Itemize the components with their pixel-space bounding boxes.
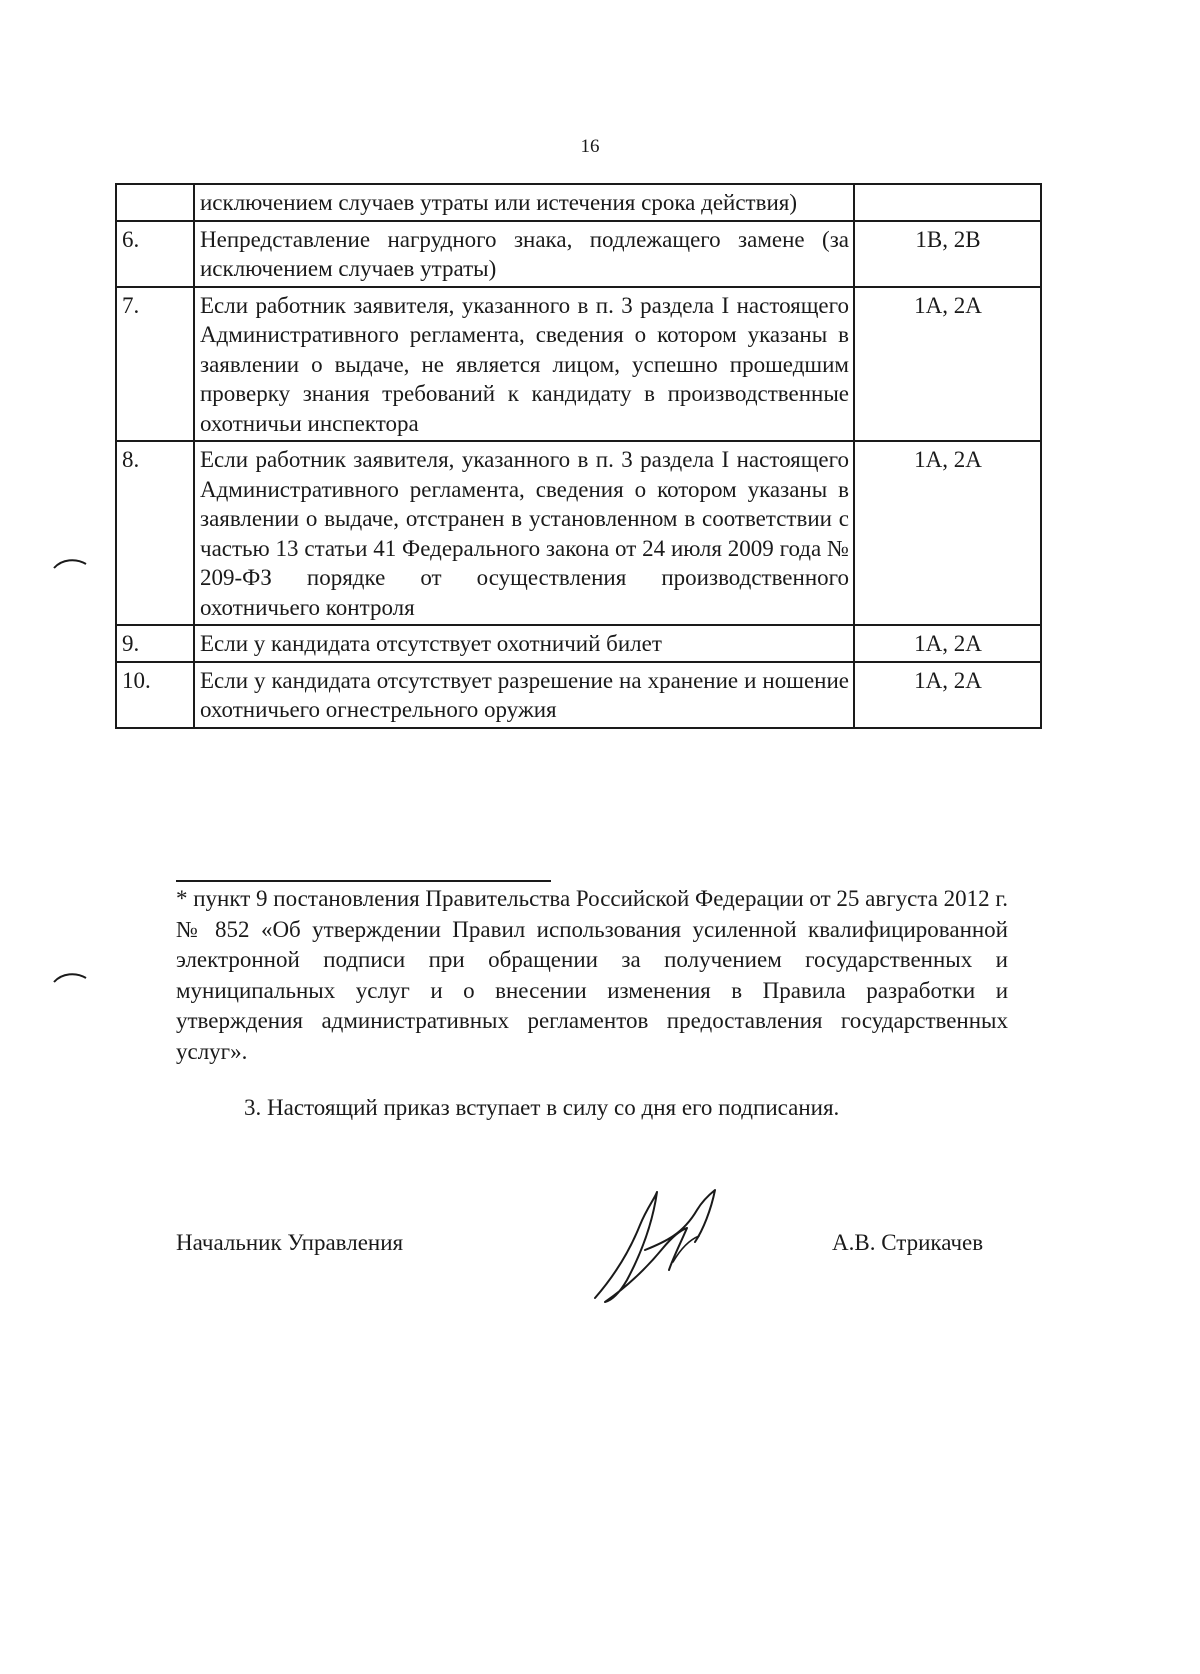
row-number — [116, 184, 194, 221]
table-row — [116, 184, 1041, 221]
row-code: 1А, 2А — [854, 287, 1041, 442]
footnote-divider — [176, 880, 551, 882]
row-number: 8. — [116, 441, 194, 625]
page-number: 16 — [580, 136, 600, 157]
binder-hole-mark — [52, 556, 88, 570]
handwritten-signature — [585, 1180, 735, 1310]
table-row — [116, 287, 1041, 442]
signatory-title: Начальник Управления — [176, 1230, 404, 1255]
row-number: 7. — [116, 287, 194, 442]
row-code: 1А, 2А — [854, 662, 1041, 728]
row-text: исключением случаев утраты или истечения срока действия) — [194, 184, 854, 221]
row-text: Если работник заявителя, указанного в п. 3 раздела I настоящего Административного регламента, сведения о котором указаны в заявлении о выдаче, отстранен в установленном в соответствии с частью 13 статьи 41 Федерального закона от 24 июля 2009 года № 209-ФЗ порядке от осуществления производственного охотничьего контроля — [194, 441, 854, 625]
table-row — [116, 441, 1041, 625]
row-text: Если работник заявителя, указанного в п. 3 раздела I настоящего Административного регламента, сведения о котором указаны в заявлении о выдаче, не является лицом, успешно прошедшим проверку знания требований к кандидату в производственные охотничьи инспектора — [194, 287, 854, 442]
binder-hole-mark — [52, 970, 88, 984]
row-code: 1А, 2А — [854, 625, 1041, 662]
table-row — [116, 662, 1041, 728]
row-code — [854, 184, 1041, 221]
row-text: Если у кандидата отсутствует охотничий билет — [194, 625, 854, 662]
footnote: * пункт 9 постановления Правительства Российской Федерации от 25 августа 2012 г. № 852 «Об утверждении Правил использования усиленной квалифицированной электронной подписи при обращении за получением государственных и муниципальных услуг и о внесении изменения в Правила разработки и утверждения административных регламентов предоставления государственных услуг». — [176, 886, 1008, 1064]
signatory-name: А.В. Стрикачев — [832, 1230, 984, 1255]
row-code: 1В, 2В — [854, 221, 1041, 287]
row-text: Непредставление нагрудного знака, подлежащего замене (за исключением случаев утраты) — [194, 221, 854, 287]
table-row — [116, 625, 1041, 662]
row-number: 9. — [116, 625, 194, 662]
order-clause: 3. Настоящий приказ вступает в силу со дня его подписания. — [244, 1095, 840, 1120]
row-code: 1А, 2А — [854, 441, 1041, 625]
requirements-table — [115, 183, 1042, 729]
row-number: 6. — [116, 221, 194, 287]
row-number: 10. — [116, 662, 194, 728]
table-row — [116, 221, 1041, 287]
row-text: Если у кандидата отсутствует разрешение на хранение и ношение охотничьего огнестрельного оружия — [194, 662, 854, 728]
